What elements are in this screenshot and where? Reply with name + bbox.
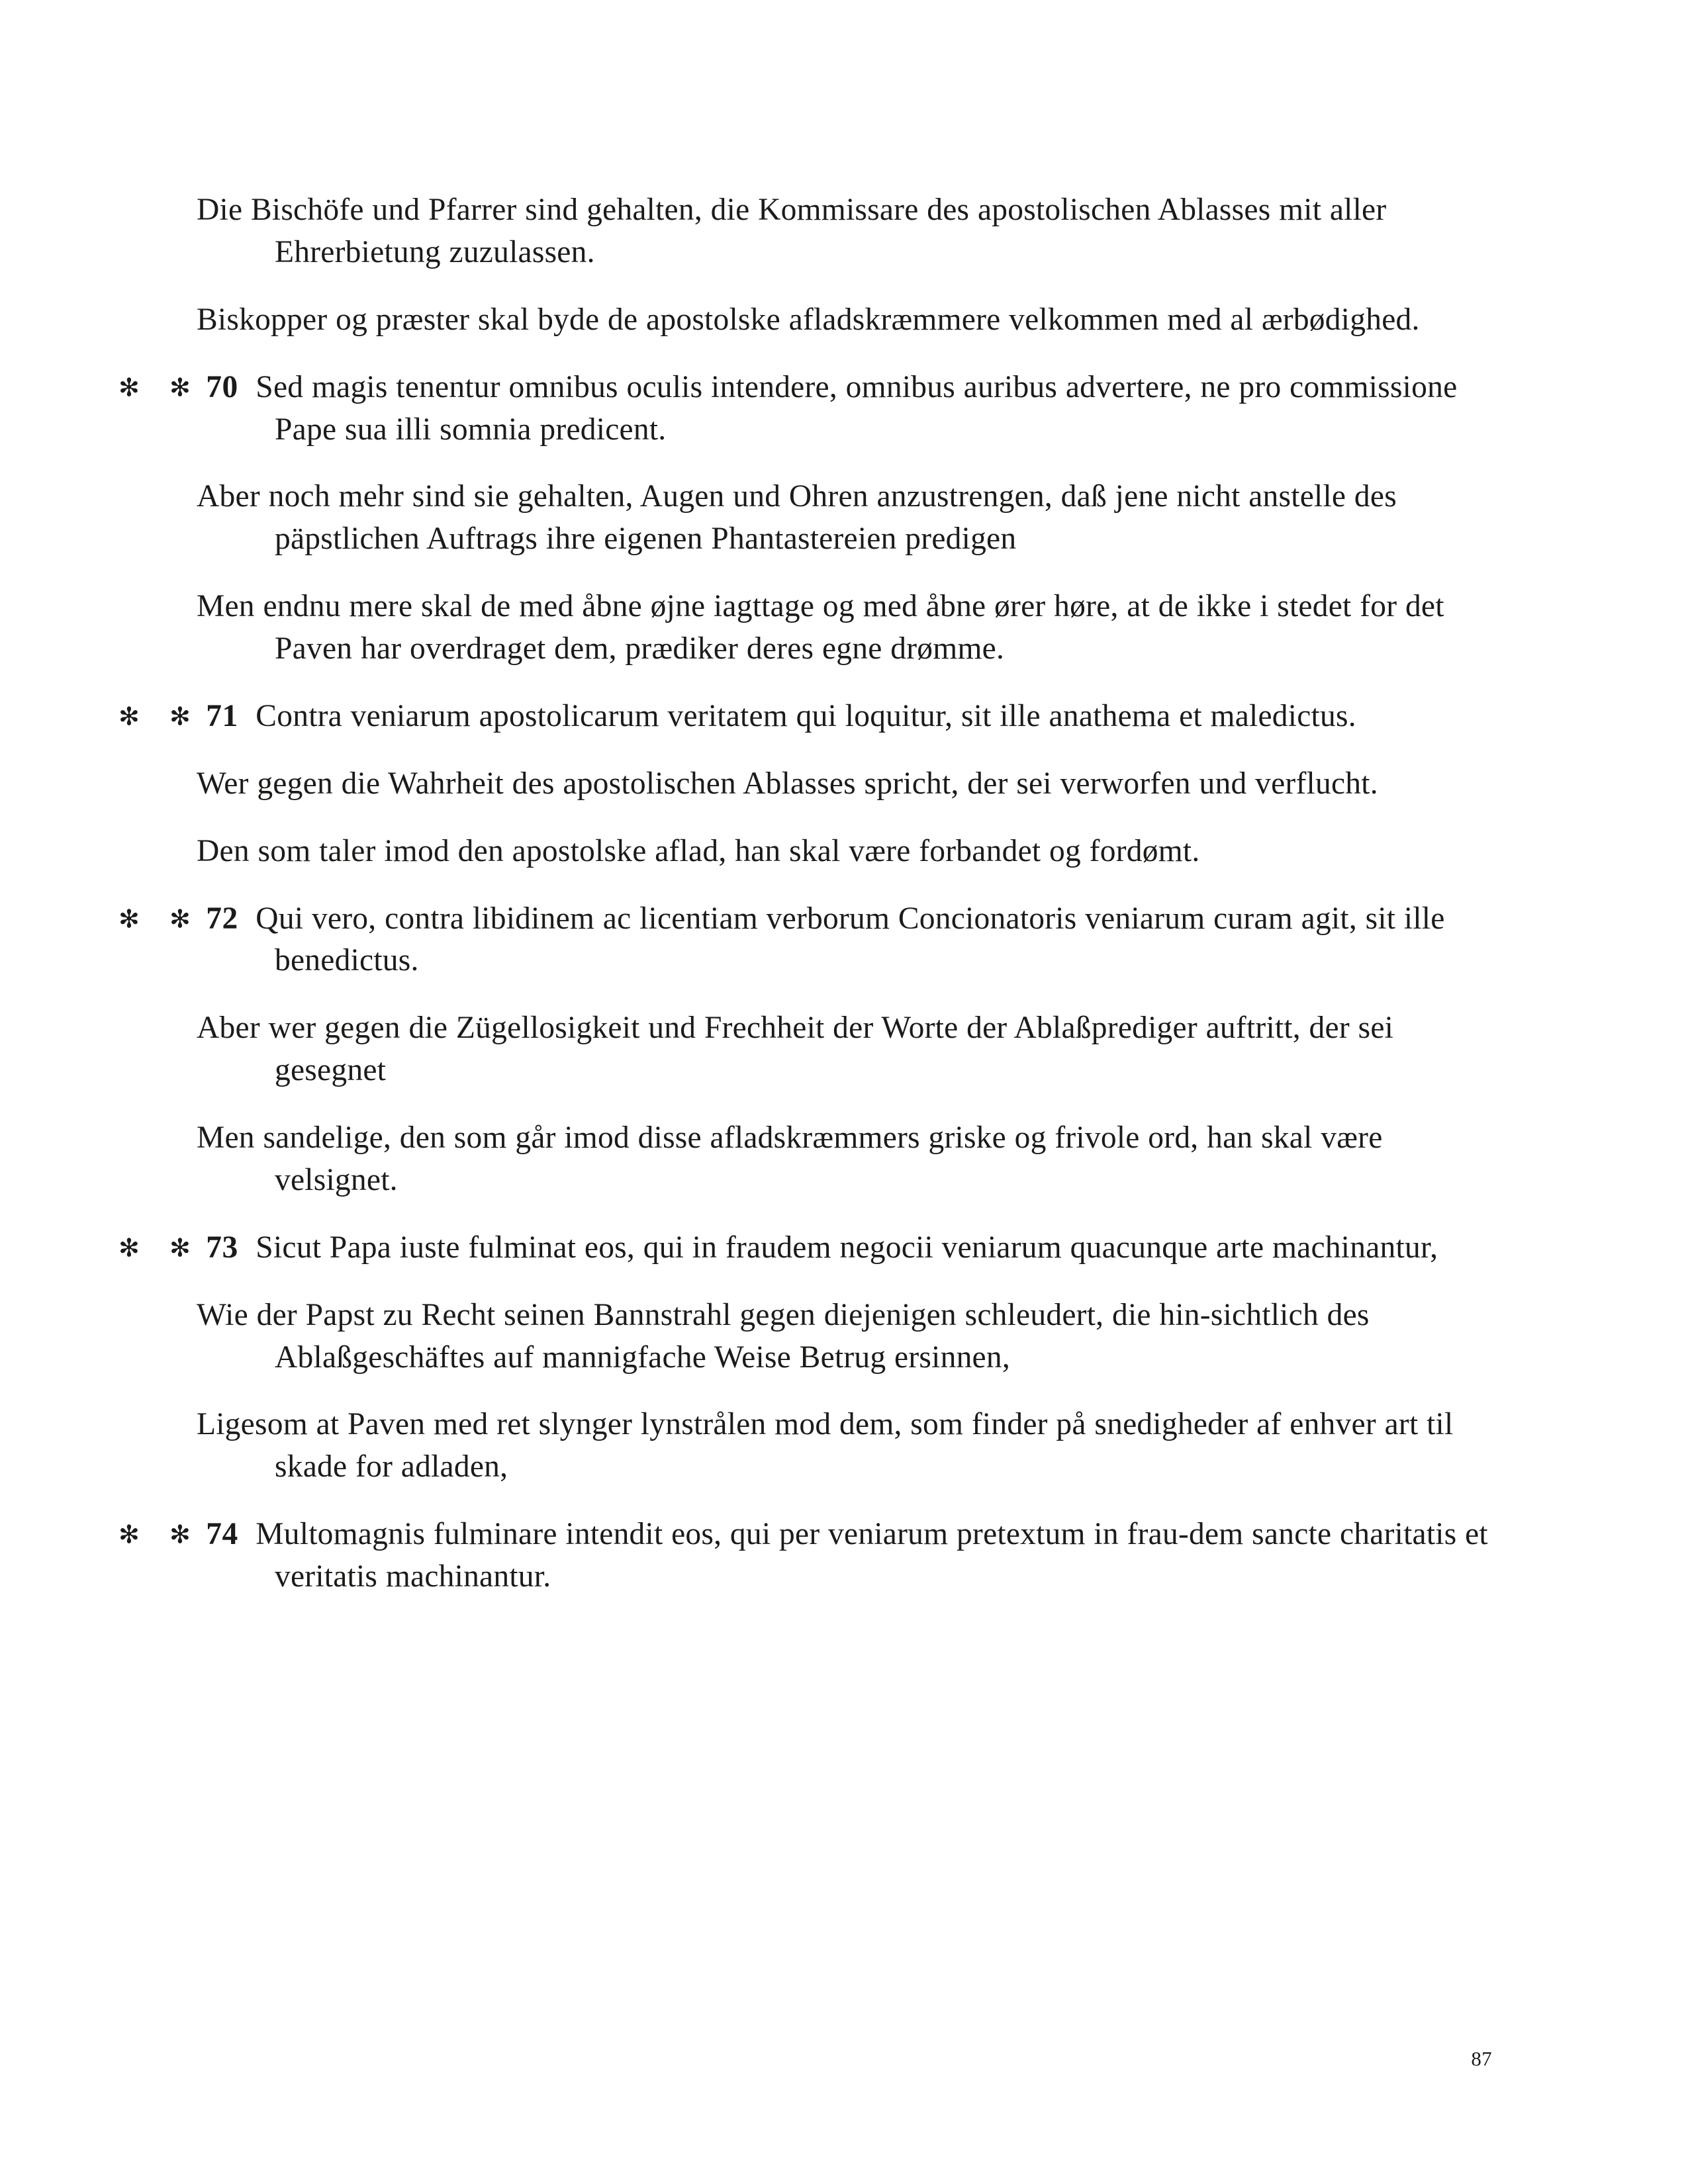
thesis-number: 70 [206,369,238,404]
paragraph-translation-de [197,189,1489,274]
paragraph-thesis-72 [118,898,1489,983]
paragraph-translation-da [197,586,1489,670]
paragraph-text: Ligesom at Paven med ret slynger lynstrålen mod dem, som finder på snedigheder af enhver art til skade for adladen, [197,1407,1454,1484]
paragraph-translation-da [197,1404,1489,1488]
paragraph-translation-de [197,476,1489,561]
paragraph-thesis-73 [118,1227,1489,1269]
thesis-text: Qui vero, contra libidinem ac licentiam verborum Concionatoris veniarum curam agit, sit ille benedictus. [256,901,1445,978]
paragraph-text: Biskopper og præster skal byde de apostolske afladskræmmere velkommen med al ærbødighed. [197,302,1420,337]
thesis-text: Contra veniarum apostolicarum veritatem qui loquitur, sit ille anathema et maledictus. [256,698,1356,733]
thesis-text: Multomagnis fulminare intendit eos, qui per veniarum pretextum in frau-dem sancte charitatis et veritatis machinantur. [256,1517,1488,1594]
paragraph-text: Men endnu mere skal de med åbne øjne iagttage og med åbne ører høre, at de ikke i stedet for det Paven har overdraget dem, prædiker deres egne drømme. [197,589,1444,666]
paragraph-translation-de [197,1007,1489,1092]
thesis-number: 72 [206,901,238,936]
paragraph-translation-da [197,299,1489,341]
thesis-marker: ✻ 71✻ [118,698,238,733]
thesis-marker: ✻ 72✻ [118,901,238,936]
paragraph-text: Wer gegen die Wahrheit des apostolischen Ablasses spricht, der sei verworfen und verflucht. [197,766,1378,801]
paragraph-text: Aber noch mehr sind sie gehalten, Augen und Ohren anzustrengen, daß jene nicht anstelle des päpstlichen Auftrags ihre eigenen Phantastereien predigen [197,479,1397,557]
page-number: 87 [1471,2047,1492,2070]
paragraph-text: Aber wer gegen die Zügellosigkeit und Frechheit der Worte der Ablaßprediger auftritt, der sei gesegnet [197,1011,1394,1088]
paragraph-thesis-74 [118,1514,1489,1598]
paragraph-thesis-70 [118,367,1489,451]
thesis-marker: ✻ 70✻ [118,369,238,404]
paragraph-translation-de [197,763,1489,805]
paragraph-translation-de [197,1295,1489,1379]
paragraph-text: Wie der Papst zu Recht seinen Bannstrahl gegen diejenigen schleudert, die hin-sichtlich des Ablaßgeschäftes auf mannigfache Weise Betrug ersinnen, [197,1297,1370,1375]
paragraph-translation-da [197,831,1489,873]
thesis-number: 73 [206,1230,238,1265]
thesis-number: 74 [206,1517,238,1552]
thesis-marker: ✻ 74✻ [118,1517,238,1552]
thesis-text: Sed magis tenentur omnibus oculis intendere, omnibus auribus advertere, ne pro commissione Pape sua illi somnia predicent. [256,369,1458,447]
paragraph-text: Die Bischöfe und Pfarrer sind gehalten, die Kommissare des apostolischen Ablasses mit aller Ehrerbietung zuzulassen. [197,193,1387,269]
paragraph-text: Men sandelige, den som går imod disse afladskræmmers griske og frivole ord, han skal være velsignet. [197,1120,1383,1197]
paragraph-text: Den som taler imod den apostolske aflad, han skal være forbandet og fordømt. [197,833,1200,868]
paragraph-translation-da [197,1117,1489,1202]
text-column [118,189,1489,1598]
thesis-marker: ✻ 73✻ [118,1230,238,1265]
paragraph-thesis-71 [118,696,1489,738]
thesis-text: Sicut Papa iuste fulminat eos, qui in fraudem negocii veniarum quacunque arte machinantur, [256,1230,1438,1265]
thesis-number: 71 [206,698,238,733]
